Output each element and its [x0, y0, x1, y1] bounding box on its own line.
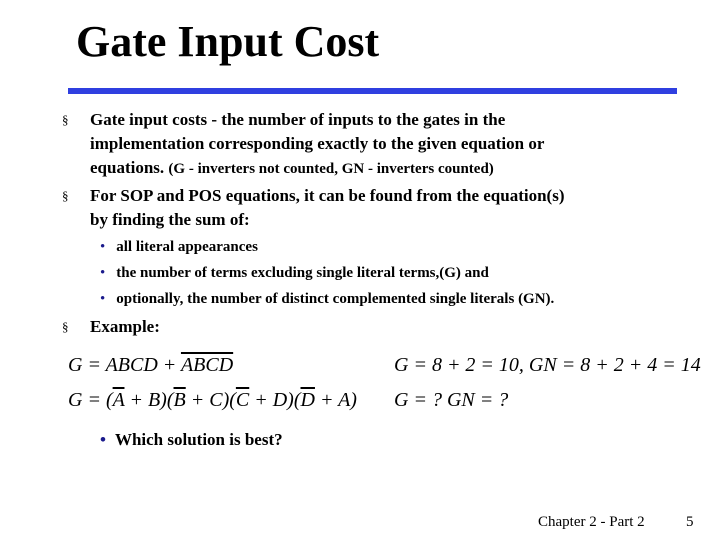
bullet-line: implementation corresponding exactly to the given equation or [90, 134, 545, 153]
bullet-marker: § [62, 112, 69, 127]
overlined-literals: ABCD [180, 354, 234, 376]
sub-item-literal-appearances: • all literal appearances [100, 239, 258, 255]
equation-2: $G = (\overline{A} + B)(\overline{B} + C)(\overline{C} + D)(\overline{D} + A)$ [68, 389, 357, 411]
equation-2-result: G = ? GN = ? [394, 389, 509, 411]
bullet-line: For SOP and POS equations, it can be found from the equation(s) [90, 186, 565, 205]
equation-1: G = ABCD + ABCD [68, 354, 234, 376]
bullet-marker: § [62, 188, 69, 203]
sub-bullet-dot: • [100, 265, 106, 281]
bullet-line: by finding the sum of: [90, 210, 250, 229]
bullet-note: (G - inverters not counted, GN - inverters counted) [168, 161, 494, 177]
bullet-marker: § [62, 319, 69, 334]
sub-bullet-dot: • [100, 291, 106, 307]
question-item: • Which solution is best? [100, 430, 283, 449]
equation-1-result: G = 8 + 2 = 10, GN = 8 + 2 + 4 = 14 [394, 354, 701, 376]
bullet-line: Gate input costs - the number of inputs to the gates in the [90, 110, 506, 129]
page-number: 5 [686, 514, 694, 530]
bullet-line: Example: [90, 317, 160, 336]
sub-bullet-dot: • [100, 239, 106, 255]
footer-chapter: Chapter 2 - Part 2 [538, 514, 645, 530]
sub-item-complemented-literals: • optionally, the number of distinct complemented single literals (GN). [100, 291, 555, 307]
title-underline-bar [68, 88, 677, 94]
bullet-line: equations. [90, 158, 165, 177]
sub-item-number-of-terms: • the number of terms excluding single literal terms,(G) and [100, 265, 489, 281]
slide-title: Gate Input Cost [76, 17, 380, 66]
sub-bullet-dot: • [100, 430, 106, 449]
